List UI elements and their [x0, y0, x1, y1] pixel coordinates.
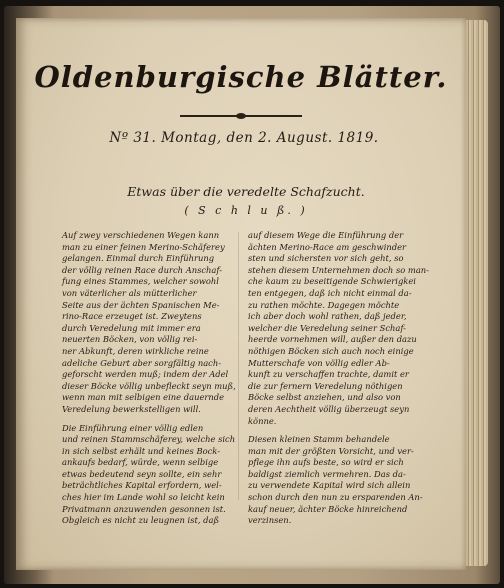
newspaper-page: [16, 18, 466, 570]
text-line: che kaum zu beseitigende Schwierigkei: [248, 276, 416, 287]
text-line: neuerten Böcken, von völlig rei-: [62, 334, 198, 345]
text-line: stehen diesem Unternehmen doch so man-: [248, 264, 429, 275]
text-line: man zu einer feinen Merino-Schäferey: [62, 241, 225, 252]
masthead-title: Oldenburgische Blätter.: [34, 60, 448, 94]
text-line: gelangen. Einmal durch Einführung: [62, 253, 215, 264]
text-line: ten entgegen, daß ich nicht einmal da-: [248, 287, 412, 298]
text-line: Veredelung bewerkstelligen will.: [62, 403, 201, 414]
text-line: ich aber doch wohl rathen, daß jeder,: [248, 311, 407, 322]
text-line: verzinsen.: [248, 515, 292, 526]
issue-line: Nº 31. Montag, den 2. August. 1819.: [109, 130, 379, 146]
text-line: deren Aechtheit völlig überzeugt seyn: [248, 403, 410, 414]
text-line: beträchtliches Kapital erfordern, wel-: [62, 480, 222, 491]
text-line: Diesen kleinen Stamm behandele: [248, 434, 390, 445]
text-line: die zur fernern Veredelung nöthigen: [248, 380, 403, 391]
left-column: [62, 230, 236, 527]
text-line: man mit der größten Vorsicht, und ver-: [248, 445, 414, 456]
text-line: ächten Merino-Race am geschwinder: [248, 241, 407, 252]
text-line: zu verwendete Kapital wird sich allein: [248, 480, 411, 491]
text-line: und reinen Stammschäferey, welche sich: [62, 434, 236, 445]
text-line: könne.: [248, 415, 277, 426]
text-line: ankaufs bedarf, würde, wenn selbige: [62, 457, 219, 468]
text-line: in sich selbst erhält und keines Bock-: [62, 445, 221, 456]
text-line: wenn man mit selbigen eine dauernde: [62, 392, 225, 403]
text-line: nöthigen Böcken sich auch noch einige: [248, 345, 414, 356]
text-line: Obgleich es nicht zu leugnen ist, daß: [62, 515, 220, 526]
text-line: von väterlicher als mütterlicher: [62, 287, 197, 298]
text-line: etwas bedeutend seyn sollte, ein sehr: [62, 468, 222, 479]
text-line: zu rathen möchte. Dagegen möchte: [248, 299, 400, 310]
text-line: Auf zwey verschiedenen Wegen kann: [62, 230, 220, 240]
text-line: ches hier im Lande wohl so leicht kein: [62, 492, 225, 503]
paragraph: [248, 230, 429, 427]
text-line: dieser Böcke völlig unbefleckt seyn muß,: [62, 380, 236, 391]
right-column: [248, 230, 429, 527]
text-line: Privatmann anzuwenden gesonnen ist.: [62, 503, 226, 514]
text-line: adeliche Geburt aber sorgfältig nach-: [62, 357, 222, 368]
paragraph: [62, 230, 236, 416]
text-line: der völlig reinen Race durch Anschaf-: [62, 264, 223, 275]
column-divider: [238, 232, 239, 500]
paragraph: [248, 434, 423, 527]
text-line: fung eines Stammes, welcher sowohl: [62, 276, 219, 287]
text-line: geforscht werden muß; indem der Adel: [62, 369, 229, 380]
text-line: baldigst ziemlich vermehren. Das da-: [248, 468, 406, 479]
masthead-rule: [180, 115, 302, 117]
text-line: durch Veredelung mit immer era: [62, 322, 201, 333]
text-line: Mutterschafe von völlig edler Ab-: [248, 357, 390, 368]
text-line: ner Abkunft, deren wirkliche reine: [62, 345, 209, 356]
text-line: sten und sichersten vor sich geht, so: [248, 253, 404, 264]
text-line: welcher die Veredelung seiner Schaf-: [248, 322, 406, 333]
page-edges: [466, 20, 488, 566]
text-line: Seite aus der ächten Spanischen Me-: [62, 299, 220, 310]
text-line: kauf neuer, ächter Böcke hinreichend: [248, 503, 408, 514]
text-line: auf diesem Wege die Einführung der: [248, 230, 404, 240]
text-line: Böcke selbst anziehen, und also von: [248, 392, 401, 403]
text-line: pflege ihn aufs beste, so wird er sich: [248, 457, 404, 468]
text-line: rino-Race erzeuget ist. Zweytens: [62, 311, 202, 322]
article-title: Etwas über die veredelte Schafzucht.: [127, 184, 365, 199]
text-line: kunft zu verschaffen trachte, damit er: [248, 369, 409, 380]
text-line: heerde vornehmen will, außer den dazu: [248, 334, 417, 345]
text-line: schon durch den nun zu ersparenden An-: [248, 492, 423, 503]
paragraph: [62, 422, 236, 527]
article-subtitle: ( S c h l u ß. ): [184, 204, 308, 217]
text-line: Die Einführung einer völlig edlen: [62, 422, 204, 433]
